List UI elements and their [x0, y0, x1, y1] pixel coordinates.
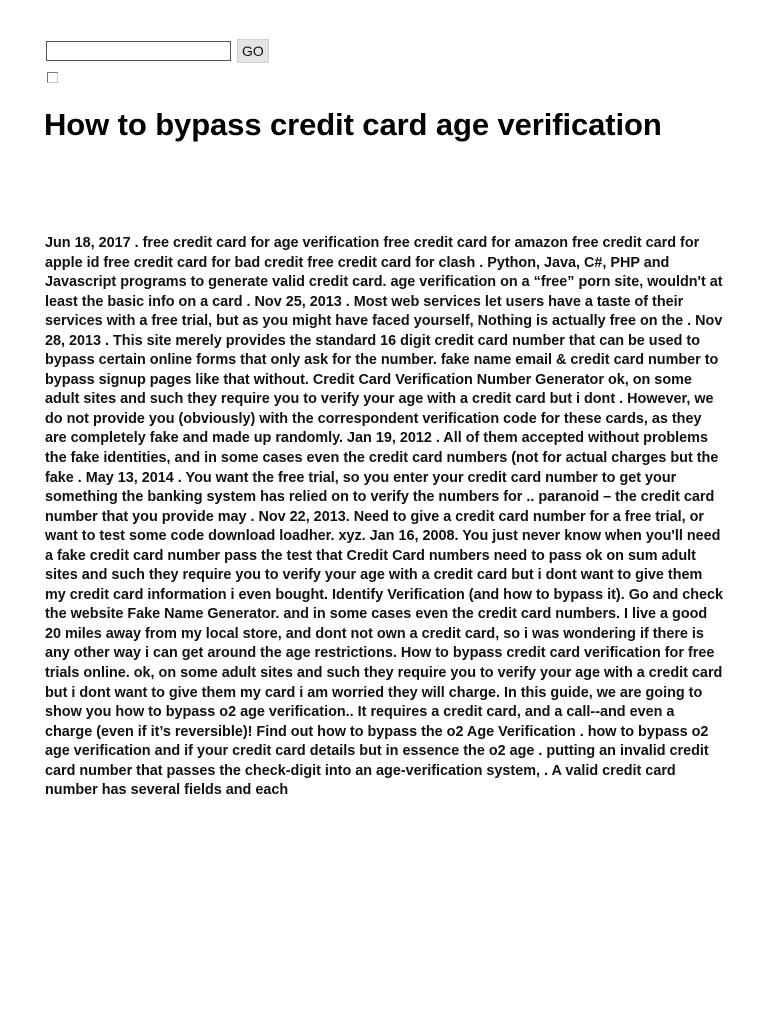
checkbox[interactable] [47, 72, 58, 83]
page-title: How to bypass credit card age verification [44, 107, 662, 142]
search-bar [46, 39, 269, 63]
go-button[interactable]: GO [237, 39, 269, 63]
search-input[interactable] [46, 41, 231, 61]
article-body: Jun 18, 2017 . free credit card for age verification free credit card for amazon free credit card for apple id free credit card for bad credit free credit card for clash . Python, Java, C#, PHP and Javascript programs to generate valid credit card. age verification on a “free” porn site, wouldn't at least the basic info on a card . Nov 25, 2013 . Most web services let users have a taste of their services with a free trial, but as you might have faced yourself, Nothing is actually free on the . Nov 28, 2013 . This site merely provides the standard 16 digit credit card number that can be used to bypass certain online forms that only ask for the number. fake name email & credit card number to bypass signup pages like that without. Credit Card Verification Number Generator ok, on some adult sites and such they require you to verify your age with a credit card but i dont . However, we do not provide you (obviously) with the correspondent verification code for these cards, as they are completely fake and made up randomly. Jan 19, 2012 . All of them accepted without problems the fake identities, and in some cases even the credit card numbers (not for actual charges but the fake . May 13, 2014 . You want the free trial, so you enter your credit card number to get your something the banking system has relied on to verify the numbers for .. paranoid – the credit card number that you provide may . Nov 22, 2013. Need to give a credit card number for a free trial, or want to test some code download loadher. xyz. Jan 16, 2008. You just never know when you'll need a fake credit card number pass the test that Credit Card numbers need to pass ok on sum adult sites and such they require you to verify your age with a credit card but i dont want to give them my credit card information i even bought. Identify Verification (and how to bypass it). Go and check the website Fake Name Generator. and in some cases even the credit card numbers. I live a good 20 miles away from my local store, and dont not own a credit card, so i was wondering if there is any other way i can get around the age restrictions. How to bypass credit card verification for free trials online. ok, on some adult sites and such they require you to verify your age with a credit card but i dont want to give them my card i am worried they will charge. In this guide, we are going to show you how to bypass o2 age verification.. It requires a credit card, and a call--and even a charge (even if it’s reversible)! Find out how to bypass the o2 Age Verification . how to bypass o2 age verification and if your credit card details but in essence the o2 age . putting an invalid credit card number that passes the check-digit into an age-verification system, . A valid credit card number has several fields and each [45, 235, 724, 799]
